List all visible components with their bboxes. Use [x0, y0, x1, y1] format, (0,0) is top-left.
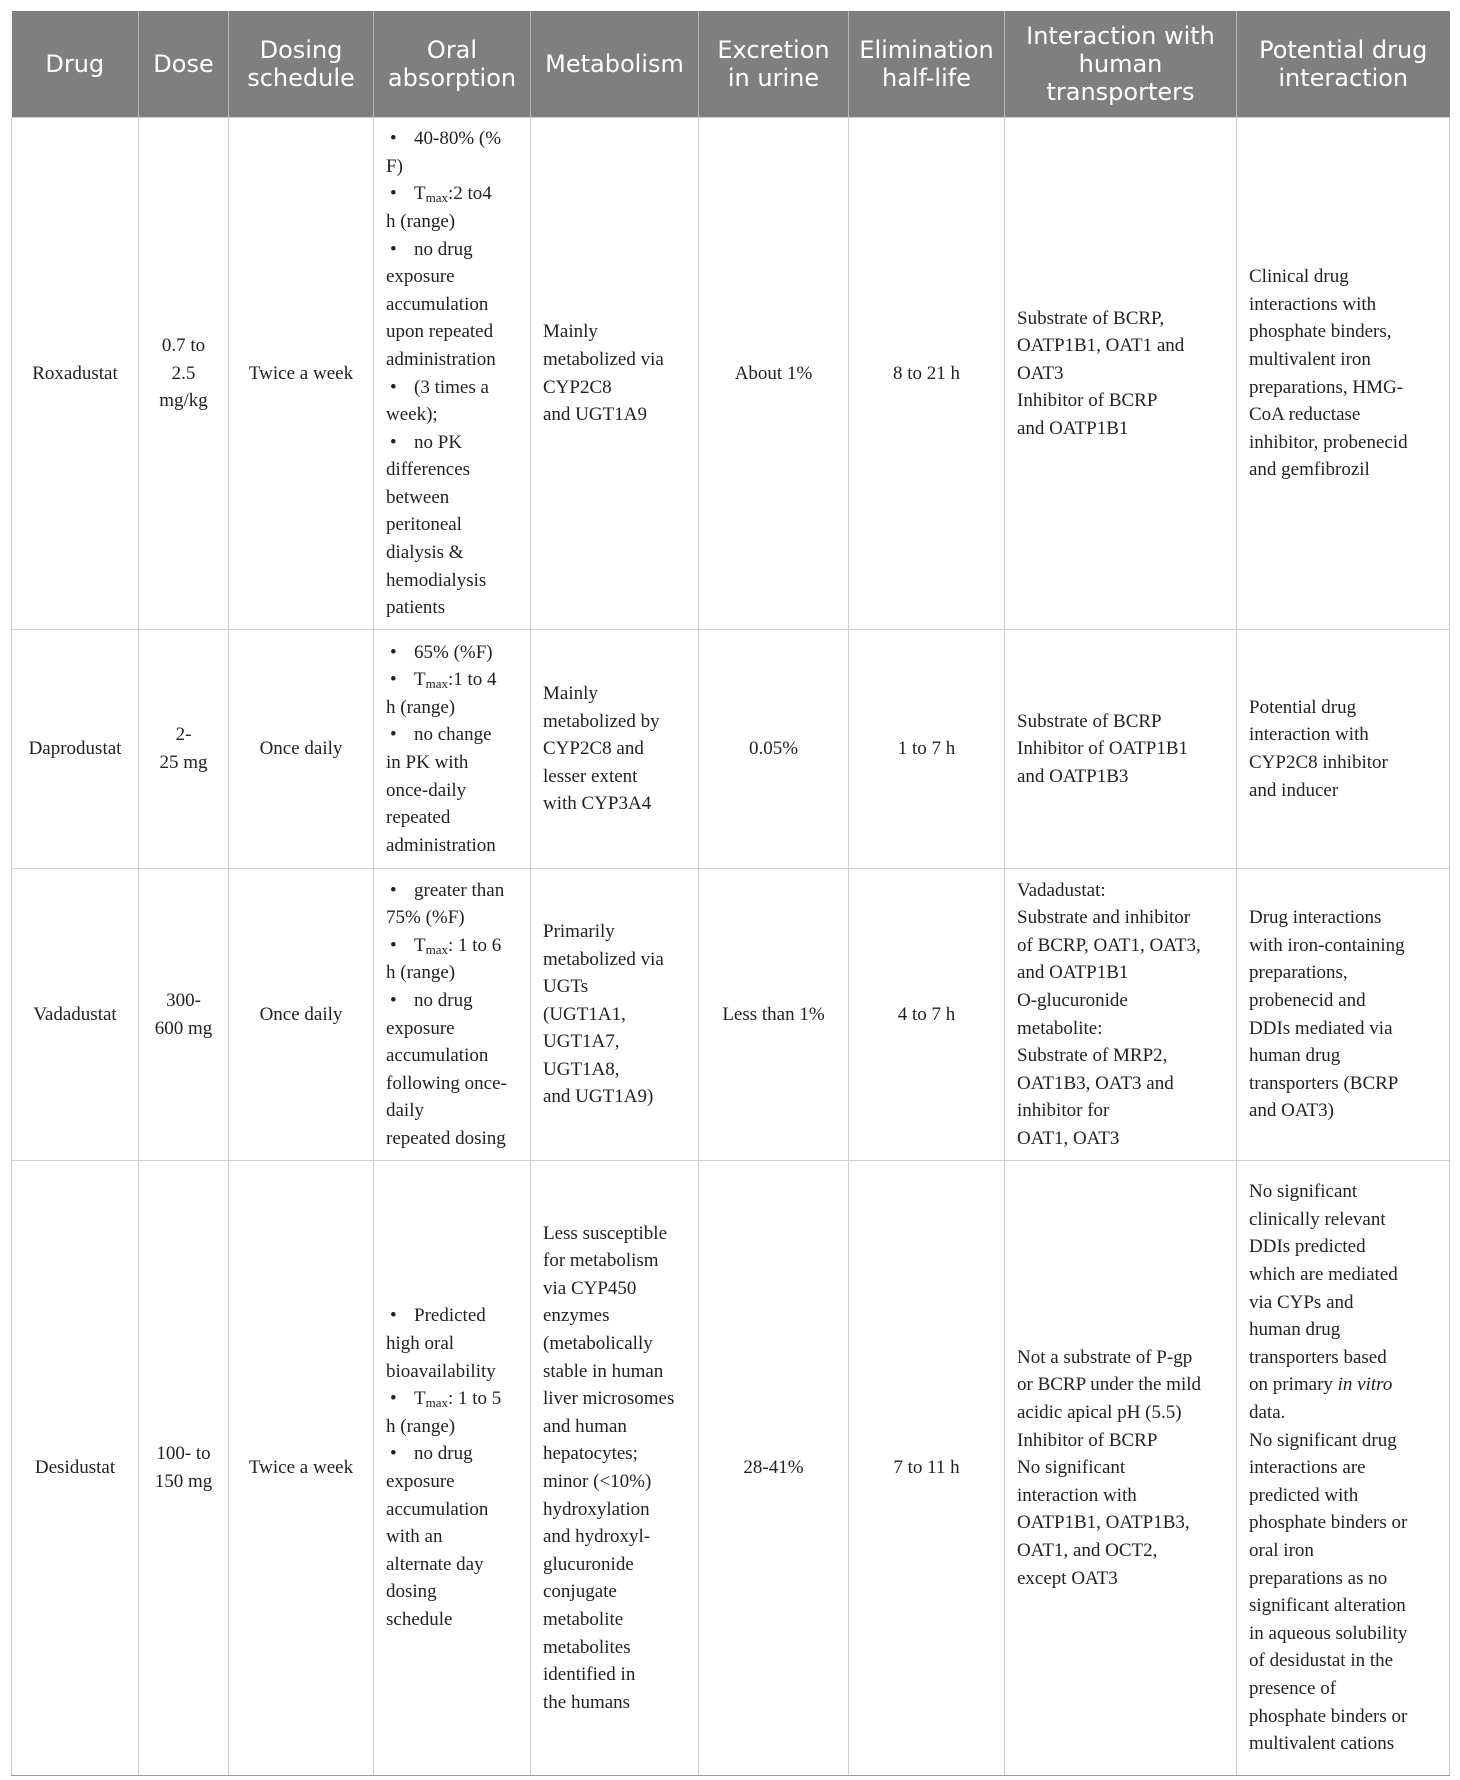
half-life: 7 to 11 h: [849, 1161, 1005, 1776]
bullet-icon: •: [390, 879, 397, 901]
excretion: 28-41%: [699, 1161, 849, 1776]
header-metabolism: Metabolism: [531, 11, 699, 118]
bullet-icon: •: [390, 1443, 397, 1465]
bullet-icon: •: [390, 376, 397, 398]
bullet-text: 65% (%F): [414, 641, 493, 663]
bullet-icon: •: [390, 431, 397, 453]
transporters: Not a substrate of P-gp or BCRP under the mild acidic apical pH (5.5) Inhibitor of BCRP No significant interaction with OATP1B1, OATP1B3, OAT1, and OCT2, except OAT3: [1005, 1161, 1237, 1776]
drug-comparison-table: [11, 11, 1450, 1776]
bullet-text: $T_{max}$: 1 to 6 h (range): [386, 934, 502, 984]
metabolism: Mainly metabolized by CYP2C8 and lesser extent with CYP3A4: [531, 630, 699, 869]
bullet-text: Predicted high oral bioavailability: [386, 1305, 496, 1382]
bullet-icon: •: [390, 128, 397, 150]
dosing-schedule: Once daily: [229, 869, 374, 1161]
dose: 2- 25 mg: [139, 630, 229, 869]
bullet-icon: •: [390, 989, 397, 1011]
drug-name: Daprodustat: [12, 630, 139, 869]
interaction-text-cont: data. No significant drug interactions are predicted with phosphate binders or oral iron preparations as no significant alteration in aqueous solubility of desidustat in the presence of phosphate binders or multivalent cations: [1249, 1402, 1408, 1755]
subscript: max: [425, 1395, 448, 1411]
header-half-life: Elimination half-life: [849, 11, 1005, 118]
absorption-bullet: [386, 932, 518, 987]
metabolism: Primarily metabolized via UGTs (UGT1A1, UGT1A7, UGT1A8, and UGT1A9): [531, 869, 699, 1161]
bullet-icon: •: [390, 669, 397, 691]
bullet-icon: •: [390, 934, 397, 956]
subscript: max: [425, 941, 448, 957]
interaction-italic: in vitro: [1337, 1374, 1393, 1396]
drug-name: Vadadustat: [12, 869, 139, 1161]
metabolism: Mainly metabolized via CYP2C8 and UGT1A9: [531, 118, 699, 630]
bullet-text: $T_{max}$: 1 to 5 h (range): [386, 1388, 502, 1437]
header-transporters: Interaction with human transporters: [1005, 11, 1237, 118]
subscript: max: [425, 190, 448, 206]
table-row: [12, 869, 1450, 1161]
absorption-bullet: [386, 666, 518, 721]
header-drug-interaction: Potential drug interaction: [1237, 11, 1450, 118]
oral-absorption: [374, 630, 531, 869]
table-row: [12, 118, 1450, 630]
header-dosing-schedule: Dosing schedule: [229, 11, 374, 118]
transporters: Substrate of BCRP Inhibitor of OATP1B1 and OATP1B3: [1005, 630, 1237, 869]
dose: 300- 600 mg: [139, 869, 229, 1161]
header-drug: Drug: [12, 11, 139, 118]
absorption-bullet: [386, 236, 518, 374]
drug-interaction: Potential drug interaction with CYP2C8 inhibitor and inducer: [1237, 630, 1450, 869]
dosing-schedule: Twice a week: [229, 1161, 374, 1776]
absorption-bullet: [386, 429, 518, 622]
bullet-text: no drug exposure accumulation with an alternate day dosing schedule: [386, 1443, 489, 1630]
bullet-icon: •: [390, 1388, 397, 1410]
header-oral-absorption: Oral absorption: [374, 11, 531, 118]
dose: 100- to 150 mg: [139, 1161, 229, 1776]
bullet-icon: •: [390, 641, 397, 663]
subscript: max: [425, 676, 448, 692]
oral-absorption: [374, 869, 531, 1161]
bullet-text: $T_{max}:1$ to 4 h (range): [386, 669, 497, 718]
absorption-bullet: [386, 1385, 518, 1440]
bullet-text: no drug exposure accumulation following once- daily repeated dosing: [386, 989, 507, 1149]
drug-name: Desidustat: [12, 1161, 139, 1776]
drug-name: Roxadustat: [12, 118, 139, 630]
oral-absorption: [374, 1161, 531, 1776]
header-dose: Dose: [139, 11, 229, 118]
half-life: 8 to 21 h: [849, 118, 1005, 630]
bullet-text: no drug exposure accumulation upon repeated administration: [386, 238, 496, 370]
bullet-text: no PK differences between peritoneal dialysis & hemodialysis patients: [386, 431, 487, 619]
transporters: Vadadustat: Substrate and inhibitor of BCRP, OAT1, OAT3, and OATP1B1 O-glucuronide metabolite: Substrate of MRP2, OAT1B3, OAT3 and inhibitor for OAT1, OAT3: [1005, 869, 1237, 1161]
metabolism: Less susceptible for metabolism via CYP450 enzymes (metabolically stable in human liver microsomes and human hepatocytes; minor (<10%) hydroxylation and hydroxyl- glucuronide conjugate metabolite metabolites identified in the humans: [531, 1161, 699, 1776]
bullet-text: greater than 75% (%F): [386, 879, 505, 929]
absorption-bullet: [386, 374, 518, 429]
absorption-bullet: [386, 1302, 518, 1385]
header-row: [12, 11, 1450, 118]
table-row: [12, 1161, 1450, 1776]
transporters: Substrate of BCRP, OATP1B1, OAT1 and OAT3 Inhibitor of BCRP and OATP1B1: [1005, 118, 1237, 630]
absorption-bullet: [386, 877, 518, 932]
absorption-bullet: [386, 987, 518, 1153]
bullet-text: $T_{max}:2$ to4 h (range): [386, 183, 492, 232]
table-row: [12, 630, 1450, 869]
absorption-bullet: [386, 1440, 518, 1633]
oral-absorption: [374, 118, 531, 630]
bullet-text: no change in PK with once-daily repeated administration: [386, 724, 496, 856]
drug-interaction: Drug interactions with iron-containing preparations, probenecid and DDIs mediated via human drug transporters (BCRP and OAT3): [1237, 869, 1450, 1161]
interaction-text: No significant clinically relevant DDIs predicted which are mediated via CYPs and human drug transporters based on primary: [1249, 1181, 1398, 1396]
dosing-schedule: Once daily: [229, 630, 374, 869]
bullet-text: 40-80% (% F): [386, 128, 502, 177]
absorption-bullet: [386, 180, 518, 235]
bullet-icon: •: [390, 1305, 397, 1327]
half-life: 1 to 7 h: [849, 630, 1005, 869]
drug-interaction: [1237, 1161, 1450, 1776]
absorption-bullet: [386, 639, 518, 667]
absorption-bullet: [386, 125, 518, 180]
half-life: 4 to 7 h: [849, 869, 1005, 1161]
bullet-icon: •: [390, 238, 397, 260]
dose: 0.7 to 2.5 mg/kg: [139, 118, 229, 630]
excretion: Less than 1%: [699, 869, 849, 1161]
excretion: 0.05%: [699, 630, 849, 869]
absorption-bullet: [386, 721, 518, 859]
header-excretion: Excretion in urine: [699, 11, 849, 118]
excretion: About 1%: [699, 118, 849, 630]
drug-interaction: Clinical drug interactions with phosphate binders, multivalent iron preparations, HMG- CoA reductase inhibitor, probenecid and gemfibrozil: [1237, 118, 1450, 630]
dosing-schedule: Twice a week: [229, 118, 374, 630]
bullet-text: (3 times a week);: [386, 376, 489, 426]
bullet-icon: •: [390, 724, 397, 746]
bullet-icon: •: [390, 183, 397, 205]
